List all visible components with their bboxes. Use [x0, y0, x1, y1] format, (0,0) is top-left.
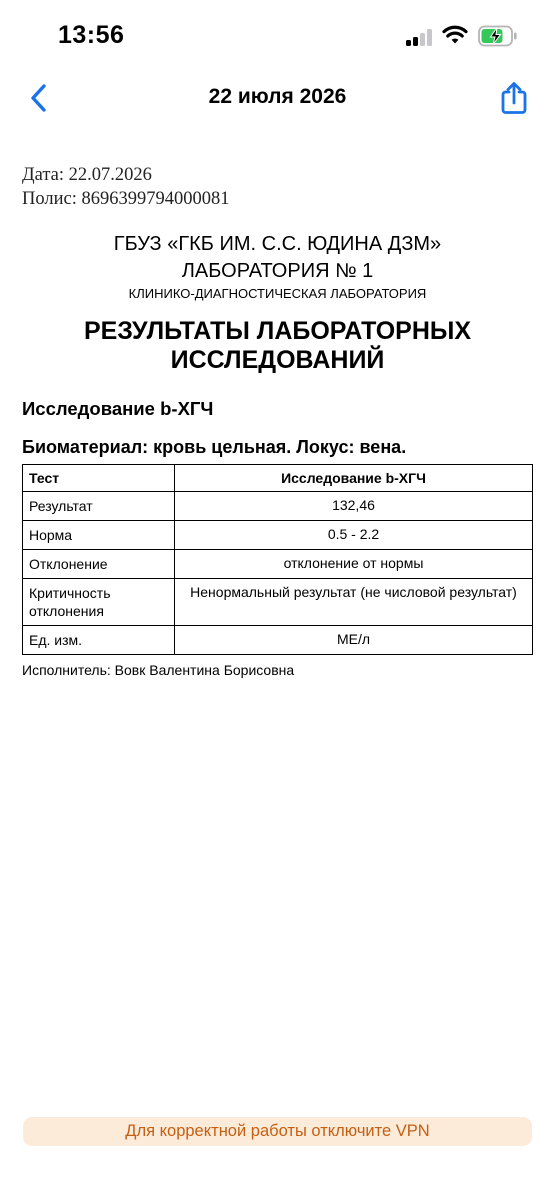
results-table: [22, 464, 533, 655]
biomaterial-info: Биоматериал: кровь цельная. Локус: вена.: [22, 437, 407, 457]
table-header-row: [23, 465, 533, 492]
vpn-warning-banner[interactable]: Для корректной работы отключите VPN: [23, 1117, 532, 1146]
row-value: Ненормальный результат (не числовой результат): [175, 579, 533, 626]
report-title-line-1: РЕЗУЛЬТАТЫ ЛАБОРАТОРНЫХ: [83, 317, 472, 345]
row-value: МЕ/л: [175, 626, 533, 655]
row-label: Отклонение: [23, 550, 175, 579]
table-row: [23, 626, 533, 655]
study-title: Исследование b-ХГЧ: [22, 398, 214, 419]
row-value: 132,46: [175, 492, 533, 521]
organization-name: ГБУЗ «ГКБ ИМ. С.С. ЮДИНА ДЗМ»: [113, 233, 442, 255]
table-row: [23, 579, 533, 626]
row-value: отклонение от нормы: [175, 550, 533, 579]
header-study: Исследование b-ХГЧ: [175, 465, 533, 492]
table-row: [23, 521, 533, 550]
battery-charging-icon: [478, 25, 518, 47]
share-icon[interactable]: [499, 81, 529, 115]
row-label: Результат: [23, 492, 175, 521]
status-bar: [0, 0, 555, 70]
row-label: Критичность отклонения: [23, 579, 175, 626]
nav-bar: [0, 70, 555, 126]
lab-report-document: [22, 163, 533, 678]
header-test: Тест: [23, 465, 175, 492]
table-row: [23, 550, 533, 579]
page-title: 22 июля 2026: [208, 85, 347, 108]
row-label: Норма: [23, 521, 175, 550]
performer-name: Исполнитель: Вовк Валентина Борисовна: [22, 662, 295, 678]
laboratory-name: ЛАБОРАТОРИЯ № 1: [181, 260, 374, 282]
cellular-signal-icon: [406, 28, 434, 46]
row-value: 0.5 - 2.2: [175, 521, 533, 550]
policy-number: Полис: 8696399794000081: [22, 189, 230, 209]
report-title: [22, 317, 533, 375]
row-label: Ед. изм.: [23, 626, 175, 655]
status-time: 13:56: [58, 21, 125, 49]
table-row: [23, 492, 533, 521]
report-date: Дата: 22.07.2026: [22, 165, 152, 185]
laboratory-subtitle: КЛИНИКО-ДИАГНОСТИЧЕСКАЯ ЛАБОРАТОРИЯ: [128, 286, 427, 301]
report-title-line-2: ИССЛЕДОВАНИЙ: [170, 346, 385, 374]
organization-header: [22, 231, 533, 303]
wifi-icon: [442, 24, 468, 46]
